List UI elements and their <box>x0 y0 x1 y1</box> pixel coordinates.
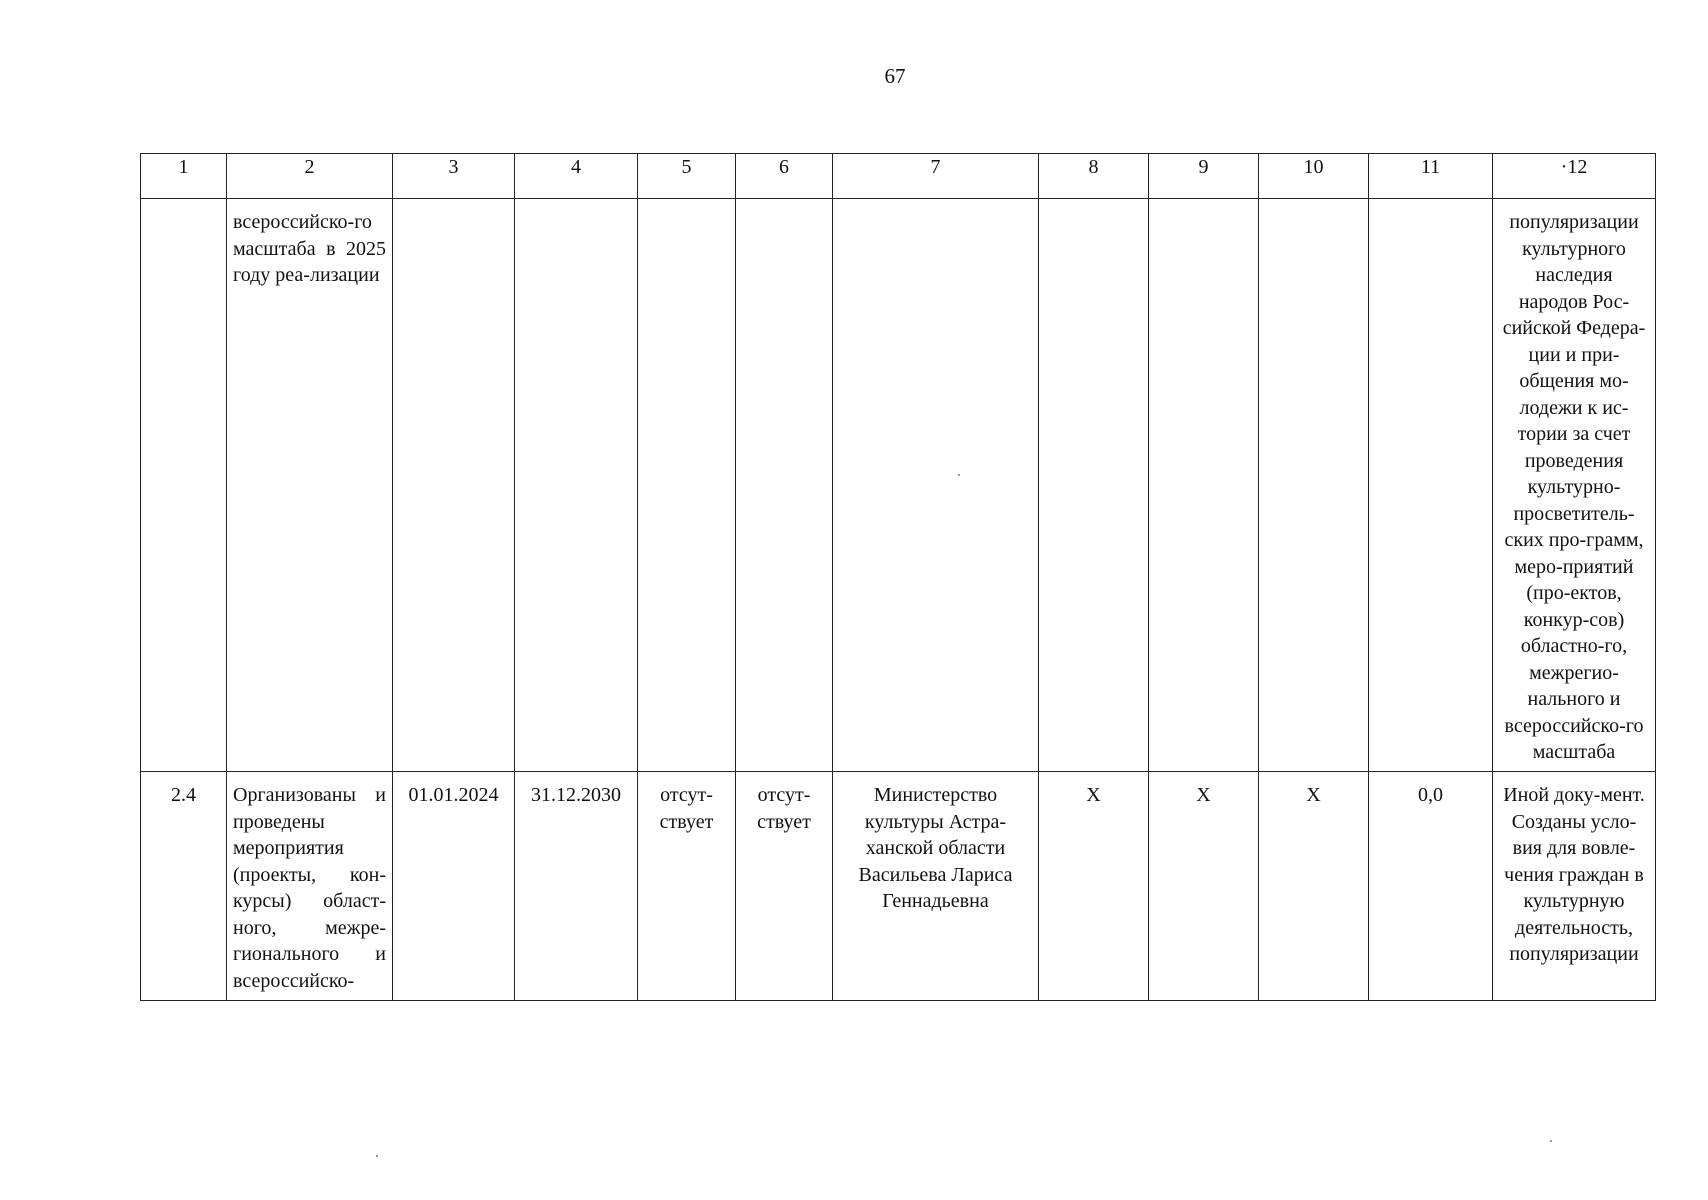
table-row-2-4 <box>141 772 1656 1001</box>
column-header: 7 <box>833 154 1039 199</box>
column-header: 11 <box>1369 154 1493 199</box>
column-header: 10 <box>1259 154 1369 199</box>
table-cell <box>1039 199 1149 772</box>
table-cell <box>1493 772 1656 1001</box>
header-row <box>141 154 1656 199</box>
scan-speck <box>376 1155 378 1157</box>
table-cell <box>833 772 1039 1001</box>
table-cell <box>141 199 227 772</box>
table-cell <box>1149 199 1259 772</box>
column-header: 6 <box>736 154 833 199</box>
table-cell <box>736 199 833 772</box>
event-name-continued: всероссийско-го масштаба в 2025 году реа-лизации <box>233 211 386 286</box>
start-date: 01.01.2024 <box>408 784 499 806</box>
table-cell <box>1369 199 1493 772</box>
result-continued: популяризации культурного наследия народов Рос-сийской Федера-ции и при-общения мо-лодежи к ис-тории за счет проведения культурно-просветитель-ских про-грамм, меро-приятий (про-ектов, конкур-сов) областно-го, межрегио-нального и всероссийско-го масштаба <box>1502 211 1646 763</box>
col8-value: X <box>1086 784 1101 806</box>
result-description: Иной доку-мент. Созданы усло-вия для вовле-чения граждан в культурную деятельность, популяризации <box>1503 784 1645 965</box>
page-number: 67 <box>884 64 906 88</box>
table-cell <box>393 199 515 772</box>
table-cell <box>393 772 515 1001</box>
column-header: 4 <box>515 154 638 199</box>
event-name: Организованы и проведены мероприятия (проекты, кон-курсы) област-ного, межре-гионального и всероссийско- <box>233 784 386 992</box>
table-cell <box>1149 772 1259 1001</box>
table-cell <box>227 199 393 772</box>
table-cell <box>736 772 833 1001</box>
program-table <box>140 153 1656 1001</box>
table-cell <box>1493 199 1656 772</box>
scan-speck <box>958 474 960 476</box>
table-cell <box>1259 199 1369 772</box>
responsible-executor: Министерство культуры Астра-ханской области Васильева Лариса Геннадьевна <box>858 784 1013 912</box>
table-cell <box>1369 772 1493 1001</box>
col9-value: X <box>1196 784 1211 806</box>
table-cell <box>638 199 736 772</box>
table-cell <box>515 199 638 772</box>
column-header: ·12 <box>1493 154 1656 199</box>
table-row-continuation <box>141 199 1656 772</box>
end-date: 31.12.2030 <box>531 784 621 806</box>
column-header: 8 <box>1039 154 1149 199</box>
table-cell <box>141 772 227 1001</box>
col6-value: отсут-ствует <box>757 784 811 833</box>
column-header: 5 <box>638 154 736 199</box>
column-header: 9 <box>1149 154 1259 199</box>
col10-value: X <box>1306 784 1321 806</box>
table-cell <box>638 772 736 1001</box>
column-header: 1 <box>141 154 227 199</box>
col5-value: отсут-ствует <box>659 784 714 833</box>
scan-speck <box>1550 1140 1552 1142</box>
column-header: 3 <box>393 154 515 199</box>
table-cell <box>1039 772 1149 1001</box>
col11-value: 0,0 <box>1418 784 1443 806</box>
table-cell <box>515 772 638 1001</box>
column-header: 2 <box>227 154 393 199</box>
table-cell <box>227 772 393 1001</box>
table-cell <box>1259 772 1369 1001</box>
row-number: 2.4 <box>171 784 196 806</box>
table-cell <box>833 199 1039 772</box>
